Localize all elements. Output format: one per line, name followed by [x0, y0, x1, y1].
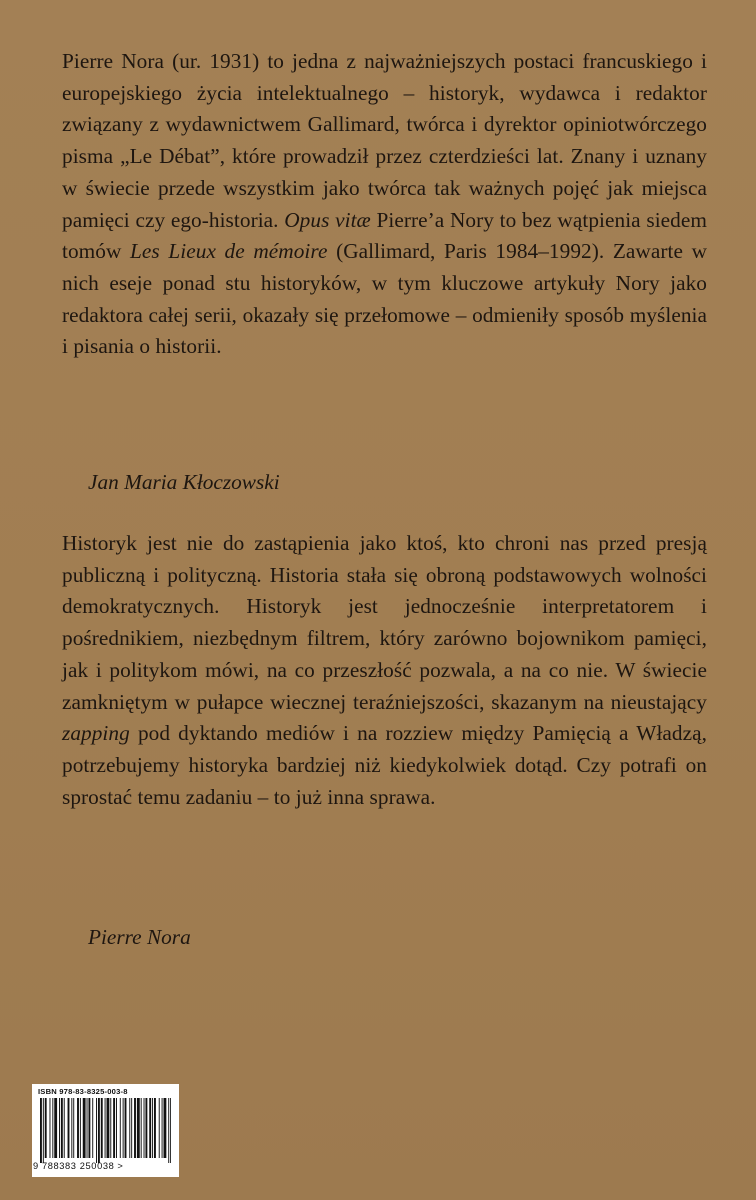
- barcode-bar: [50, 1098, 51, 1158]
- barcode-bar: [92, 1098, 93, 1158]
- barcode-bar: [141, 1098, 142, 1158]
- barcode-bar: [134, 1098, 136, 1158]
- barcode-bar: [137, 1098, 140, 1158]
- barcode-bar: [170, 1098, 171, 1163]
- barcode-bar: [116, 1098, 117, 1158]
- barcode-bar: [168, 1098, 169, 1163]
- barcode-bar: [52, 1098, 53, 1158]
- isbn-label: ISBN 978-83-8325-003-8: [38, 1087, 128, 1096]
- barcode-bar: [64, 1098, 65, 1158]
- barcode-bar: [123, 1098, 124, 1158]
- blurb-kloczowski-text: [62, 46, 707, 363]
- barcode-bar: [80, 1098, 81, 1158]
- barcode-bar: [144, 1098, 145, 1158]
- barcode-bar: [71, 1098, 72, 1158]
- barcode-bar: [87, 1098, 88, 1158]
- barcode-bar: [125, 1098, 127, 1158]
- barcode-bar: [45, 1098, 47, 1158]
- barcode-bar: [96, 1098, 97, 1163]
- author-nora: Pierre Nora: [88, 925, 191, 949]
- blurb-text-part: Pierre’a Nory to bez wątpienia siedem tomów: [62, 207, 707, 264]
- barcode-bar: [164, 1098, 167, 1158]
- barcode-bar: [77, 1098, 79, 1158]
- barcode-bar: [73, 1098, 74, 1158]
- barcode-bar: [131, 1098, 132, 1158]
- blurb-italic-opus-vitae: Opus vitæ: [284, 207, 371, 232]
- blurb-italic-book-title: Les Lieux de mémoire: [130, 239, 328, 264]
- barcode-bar: [145, 1098, 147, 1158]
- barcode-bar: [40, 1098, 42, 1163]
- barcode-bar: [152, 1098, 153, 1158]
- quote-text-part: Historyk jest nie do zastąpienia jako ktoś, kto chroni nas przed presją publiczną i polityczną. Historia stała się obroną podstawowych wolności demokratycznych. Historyk jest jednocześnie interpretatorem i pośrednikiem, niezbędnym filtrem, który zarówno bojownikom pamięci, jak i politykom mówi, na co przeszłość pozwala, a na co nie. W świecie zamkniętym w pułapce wiecznej teraźniejszości, skazanym na nieustający: [62, 531, 707, 714]
- barcode-bar: [162, 1098, 163, 1158]
- barcode-bar: [54, 1098, 57, 1158]
- barcode-bar: [154, 1098, 156, 1158]
- quote-italic-zapping: zapping: [62, 721, 130, 746]
- barcode-bar: [43, 1098, 44, 1163]
- barcode-bar: [159, 1098, 160, 1158]
- barcode-quiet-mark: >: [117, 1161, 124, 1171]
- barcode-bar: [83, 1098, 86, 1158]
- quote-text-part: pod dyktando mediów i na rozziew między Pamięcią a Władzą, potrzebujemy historyka bardziej niż kiedykolwiek dotąd. Czy potrafi on sprostać temu zadaniu – to już inna sprawa.: [62, 721, 707, 809]
- barcode-bar: [107, 1098, 110, 1158]
- barcode-bars: [40, 1098, 171, 1163]
- barcode-digits-text: 9 788383 250038: [33, 1161, 115, 1171]
- barcode-bar: [88, 1098, 90, 1158]
- author-kloczowski: Jan Maria Kłoczowski: [88, 470, 280, 494]
- barcode-bar: [101, 1098, 103, 1158]
- barcode-bar: [59, 1098, 60, 1158]
- barcode-bar: [149, 1098, 151, 1158]
- barcode-digits: [33, 1161, 178, 1171]
- barcode-bar: [105, 1098, 106, 1158]
- barcode-bar: [61, 1098, 63, 1158]
- barcode-bar: [129, 1098, 130, 1158]
- blurb-text-part: Pierre Nora (ur. 1931) to jedna z najważniejszych postaci francuskiego i europejskiego życia intelektualnego – historyk, wydawca i redaktor związany z wydawnictwem Gallimard, twórca i dyrektor opiniotwórczego pisma „Le Débat”, które prowadził przez czterdzieści lat. Znany i uznany w świecie przede wszystkim jako twórca tak ważnych pojęć jak miejsca pamięci czy ego-historia.: [62, 49, 707, 232]
- barcode-bar: [113, 1098, 115, 1158]
- blurb-text-part: (Gallimard, Paris 1984–1992). Zawarte w nich eseje ponad stu historyków, w tym kluczowe artykuły Nory jako redaktora całej serii, okazały się przełomowe – odmieniły sposób myślenia i pisania o historii.: [62, 239, 707, 359]
- barcode-bar: [68, 1098, 70, 1158]
- isbn-barcode: [32, 1084, 179, 1177]
- barcode-bar: [110, 1098, 111, 1158]
- barcode-bar: [98, 1098, 100, 1163]
- quote-nora-text: [62, 528, 707, 813]
- barcode-bar: [120, 1098, 121, 1158]
- quote-nora: [62, 528, 707, 813]
- blurb-kloczowski: [62, 46, 707, 363]
